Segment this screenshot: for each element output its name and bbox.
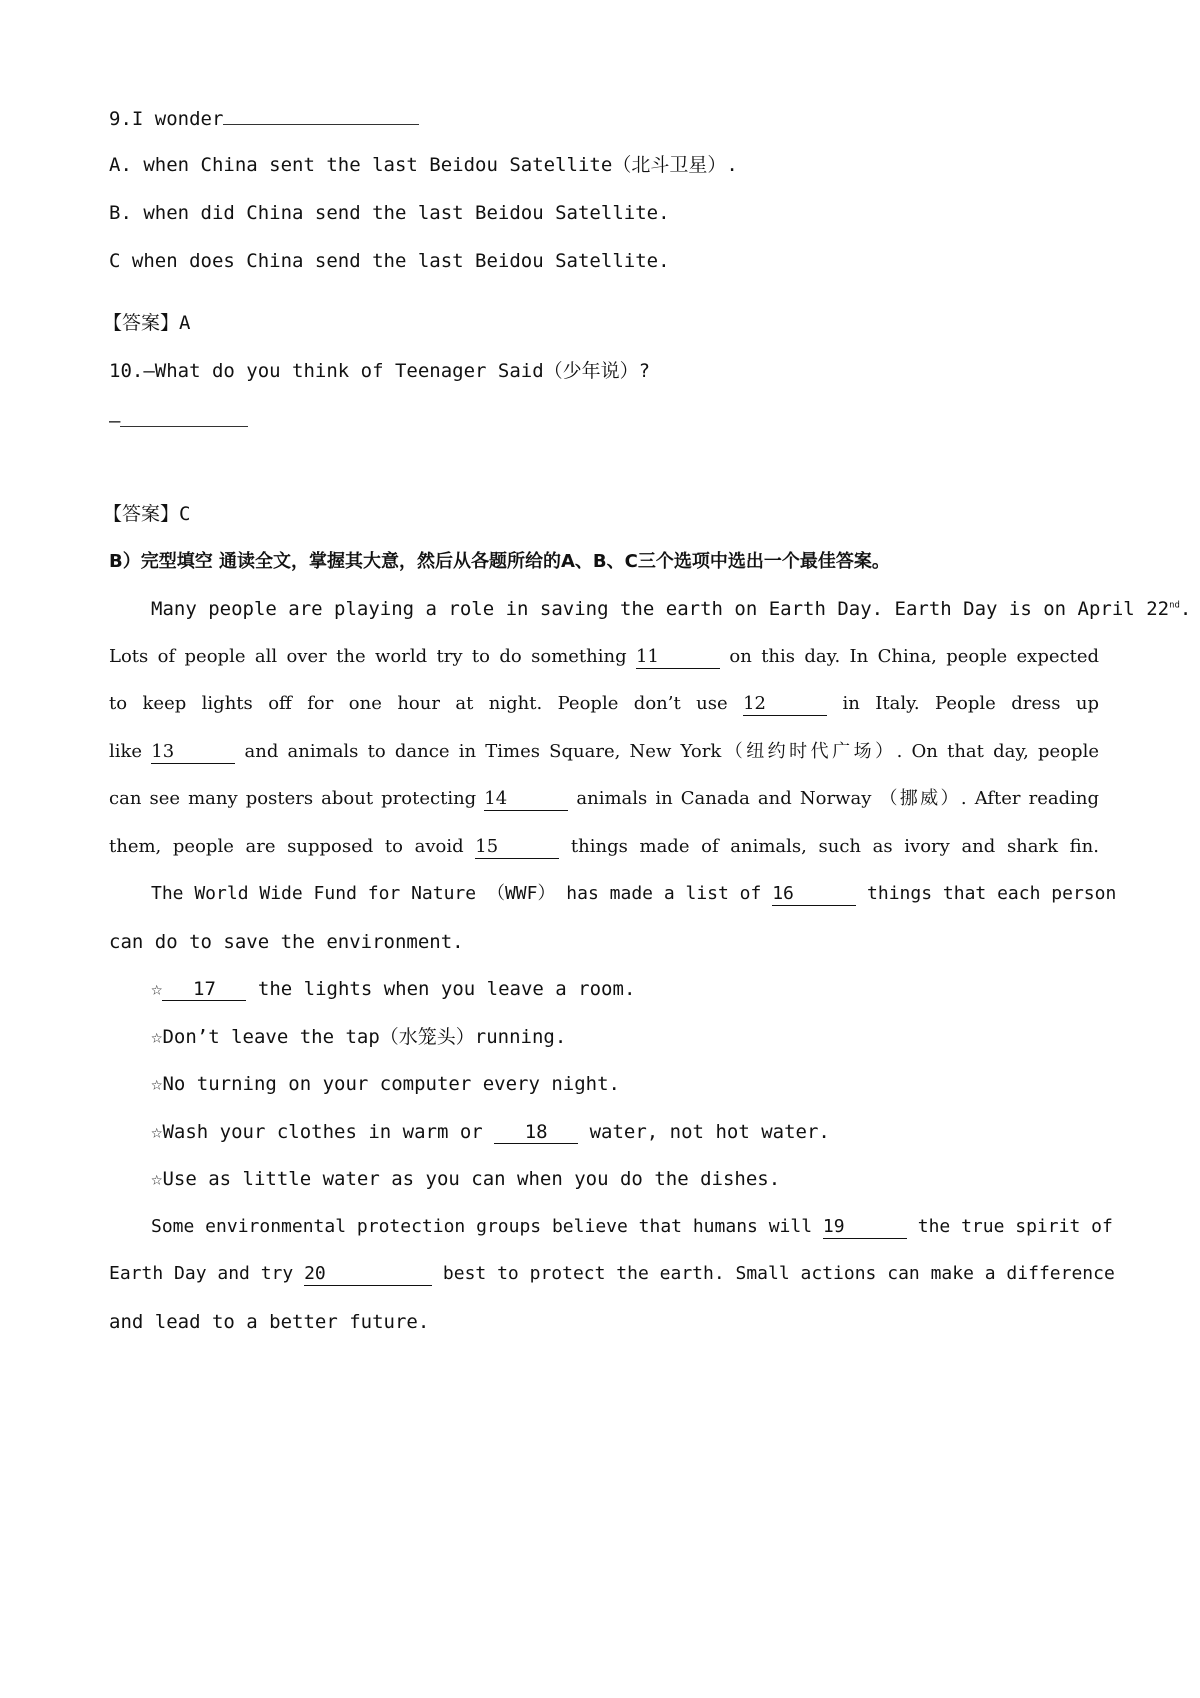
blank-11: 11 xyxy=(636,646,720,669)
blank-17: 17 xyxy=(162,978,246,1001)
q9-option-c: C when does China send the last Beidou Satellite. xyxy=(109,250,670,272)
passage-line-4: like 13 and animals to dance in Times Square, New York（纽约时代广场）. On that day, people xyxy=(109,741,1099,762)
passage-line-6: them, people are supposed to avoid 15 things made of animals, such as ivory and shark fin. xyxy=(109,836,1099,857)
blank-15: 15 xyxy=(475,836,559,859)
q10-reply-line: — xyxy=(109,406,1099,434)
section-b-heading: B）完型填空 通读全文，掌握其大意，然后从各题所给的A、B、C三个选项中选出一个最佳答案。 xyxy=(109,551,890,572)
q9-answer: 【答案】A xyxy=(103,312,191,334)
tip-1: ☆ 17 the lights when you leave a room. xyxy=(151,978,636,1000)
passage-line-3: to keep lights off for one hour at night. People don’t use 12 in Italy. People dress up xyxy=(109,693,1100,714)
passage-line-9: Some environmental protection groups believe that humans will 19 the true spirit of xyxy=(151,1216,1113,1237)
passage-line-8: can do to save the environment. xyxy=(109,931,464,953)
q10-stem: 10.—What do you think of Teenager Said（少年说）? xyxy=(109,360,651,382)
q10-answer: 【答案】C xyxy=(103,503,191,525)
passage-line-5: can see many posters about protecting 14 animals in Canada and Norway （挪威）. After reading xyxy=(109,788,1099,809)
tip-5: ☆Use as little water as you can when you do the dishes. xyxy=(151,1168,781,1190)
q9-stem: 9.I wonder xyxy=(109,104,1099,132)
passage-line-2: Lots of people all over the world try to do something 11 on this day. In China, people expected xyxy=(109,646,1099,667)
tip-3: ☆No turning on your computer every night. xyxy=(151,1073,620,1095)
q9-answer-blank xyxy=(223,104,419,125)
blank-19: 19 xyxy=(823,1216,907,1239)
blank-14: 14 xyxy=(484,788,568,811)
blank-12: 12 xyxy=(743,693,827,716)
blank-16: 16 xyxy=(772,883,856,906)
tip-4: ☆Wash your clothes in warm or 18 water, not hot water. xyxy=(151,1121,830,1143)
q10-answer-blank xyxy=(120,406,248,427)
q9-option-a: A. when China sent the last Beidou Satellite（北斗卫星）. xyxy=(109,154,738,176)
blank-18: 18 xyxy=(494,1121,578,1144)
passage-line-1: Many people are playing a role in saving the earth on Earth Day. Earth Day is on April 22nd. xyxy=(151,598,1192,620)
passage-line-7: The World Wide Fund for Nature （WWF） has made a list of 16 things that each person xyxy=(151,883,1117,904)
passage-line-11: and lead to a better future. xyxy=(109,1311,430,1333)
tip-2: ☆Don’t leave the tap（水笼头）running. xyxy=(151,1026,567,1048)
blank-13: 13 xyxy=(151,741,235,764)
blank-20: 20 xyxy=(304,1263,432,1286)
q9-option-b: B. when did China send the last Beidou Satellite. xyxy=(109,202,670,224)
passage-line-10: Earth Day and try 20 best to protect the earth. Small actions can make a difference xyxy=(109,1263,1115,1284)
